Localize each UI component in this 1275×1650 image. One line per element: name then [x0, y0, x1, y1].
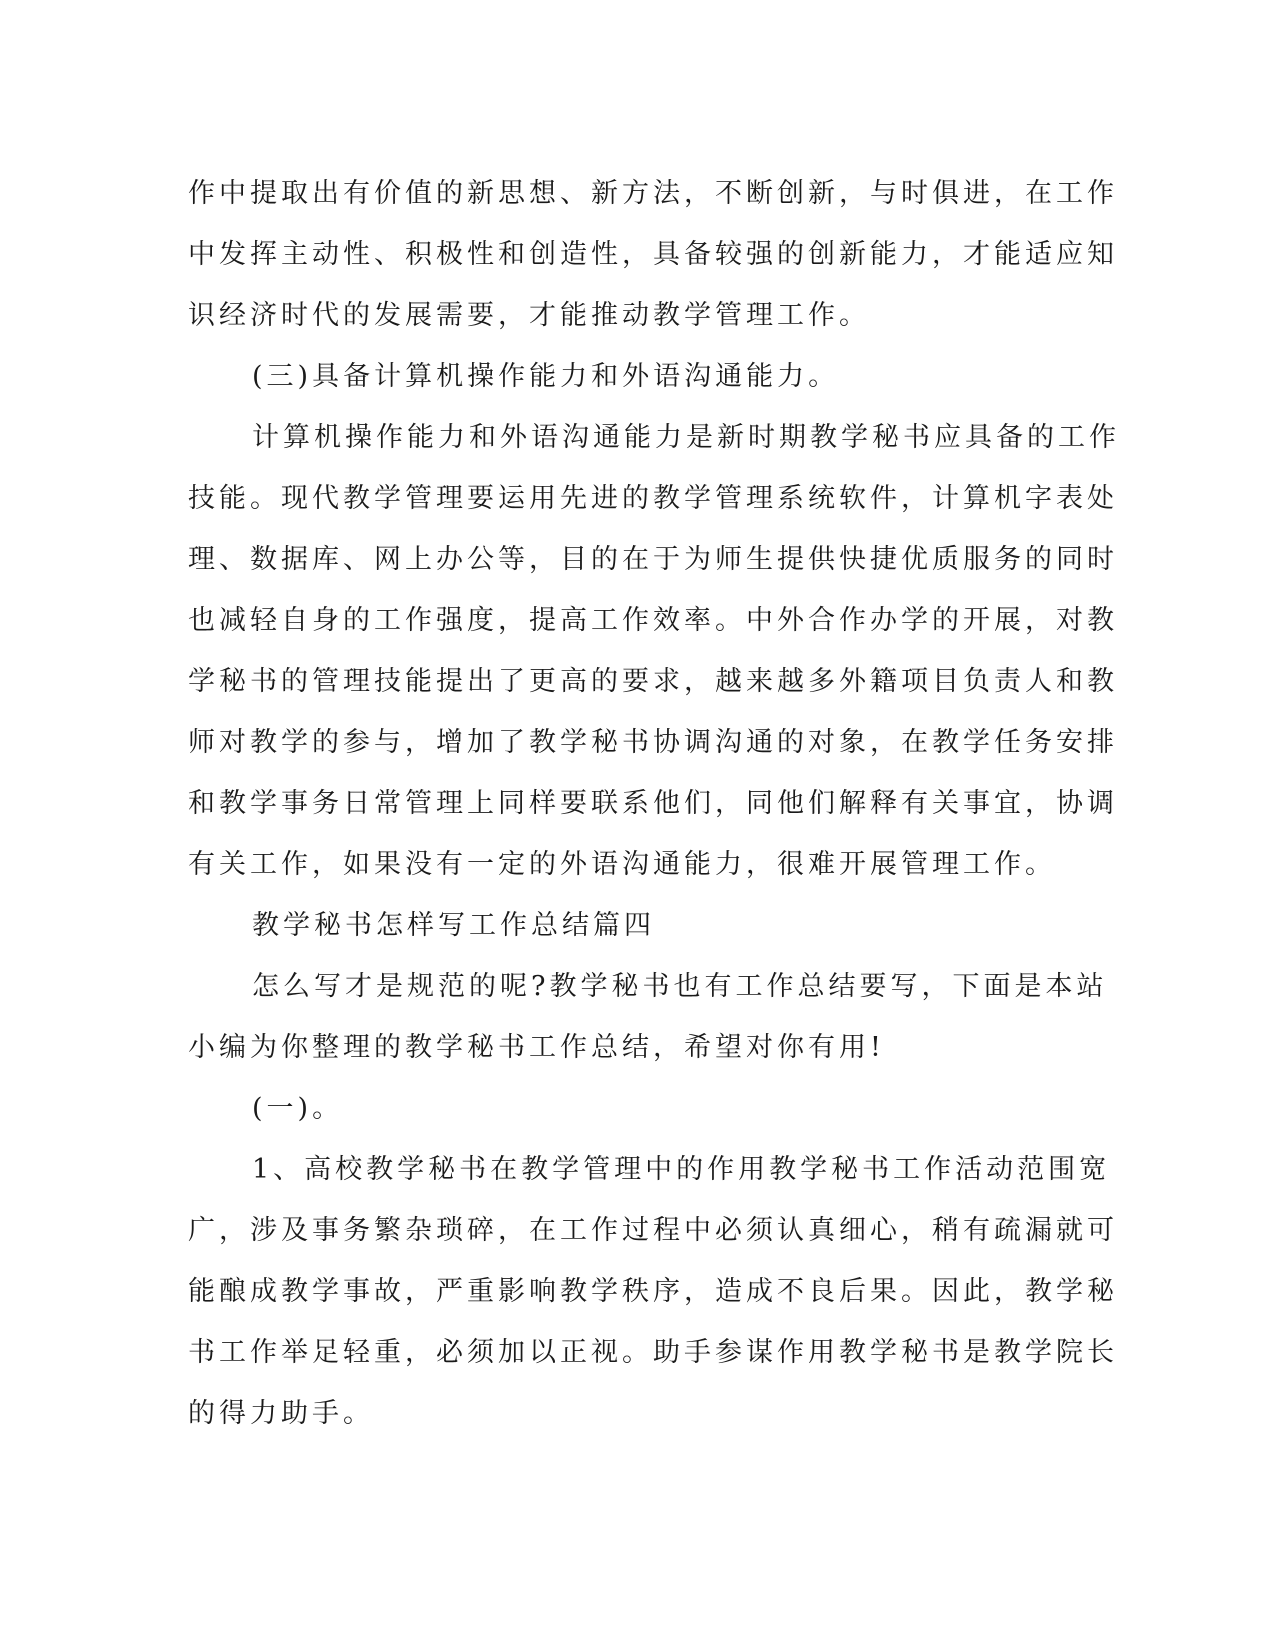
text-line: 中发挥主动性、积极性和创造性，具备较强的创新能力，才能适应知 [188, 239, 1118, 270]
text-line: 技能。现代教学管理要运用先进的教学管理系统软件，计算机字表处 [188, 483, 1118, 514]
paragraph [188, 407, 1120, 895]
text-line: 能酿成教学事故，严重影响教学秩序，造成不良后果。因此，教学秘 [188, 1276, 1118, 1307]
text-line: 和教学事务日常管理上同样要联系他们，同他们解释有关事宜，协调 [188, 788, 1118, 819]
text-line: 识经济时代的发展需要，才能推动教学管理工作。 [188, 300, 870, 331]
section-heading [188, 1078, 1068, 1139]
text-line: 有关工作，如果没有一定的外语沟通能力，很难开展管理工作。 [188, 849, 1056, 880]
text-line: 理、数据库、网上办公等，目的在于为师生提供快捷优质服务的同时 [188, 544, 1118, 575]
paragraph [188, 956, 1108, 1078]
text-line: 学秘书的管理技能提出了更高的要求，越来越多外籍项目负责人和教 [188, 666, 1118, 697]
text-line: 小编为你整理的教学秘书工作总结，希望对你有用! [188, 1032, 885, 1063]
article-title [188, 895, 1068, 956]
document-body [188, 163, 1120, 1444]
text-line: 1、高校教学秘书在教学管理中的作用教学秘书工作活动范围宽 [252, 1154, 1111, 1185]
text-line: 书工作举足轻重，必须加以正视。助手参谋作用教学秘书是教学院长 [188, 1337, 1118, 1368]
text-line: 的得力助手。 [188, 1398, 374, 1429]
paragraph [188, 163, 1118, 346]
text-line: 计算机操作能力和外语沟通能力是新时期教学秘书应具备的工作 [252, 422, 1120, 453]
section-heading [188, 346, 1068, 407]
text-line: 师对教学的参与，增加了教学秘书协调沟通的对象，在教学任务安排 [188, 727, 1118, 758]
text-line: 也减轻自身的工作强度，提高工作效率。中外合作办学的开展，对教 [188, 605, 1118, 636]
text-line: 怎么写才是规范的呢?教学秘书也有工作总结要写，下面是本站 [252, 971, 1108, 1002]
text-line: (三)具备计算机操作能力和外语沟通能力。 [252, 361, 840, 392]
text-line: 教学秘书怎样写工作总结篇四 [252, 910, 655, 941]
paragraph [188, 1139, 1118, 1444]
text-line: (一)。 [252, 1093, 344, 1124]
text-line: 作中提取出有价值的新思想、新方法，不断创新，与时俱进，在工作 [188, 178, 1118, 209]
text-line: 广，涉及事务繁杂琐碎，在工作过程中必须认真细心，稍有疏漏就可 [188, 1215, 1118, 1246]
